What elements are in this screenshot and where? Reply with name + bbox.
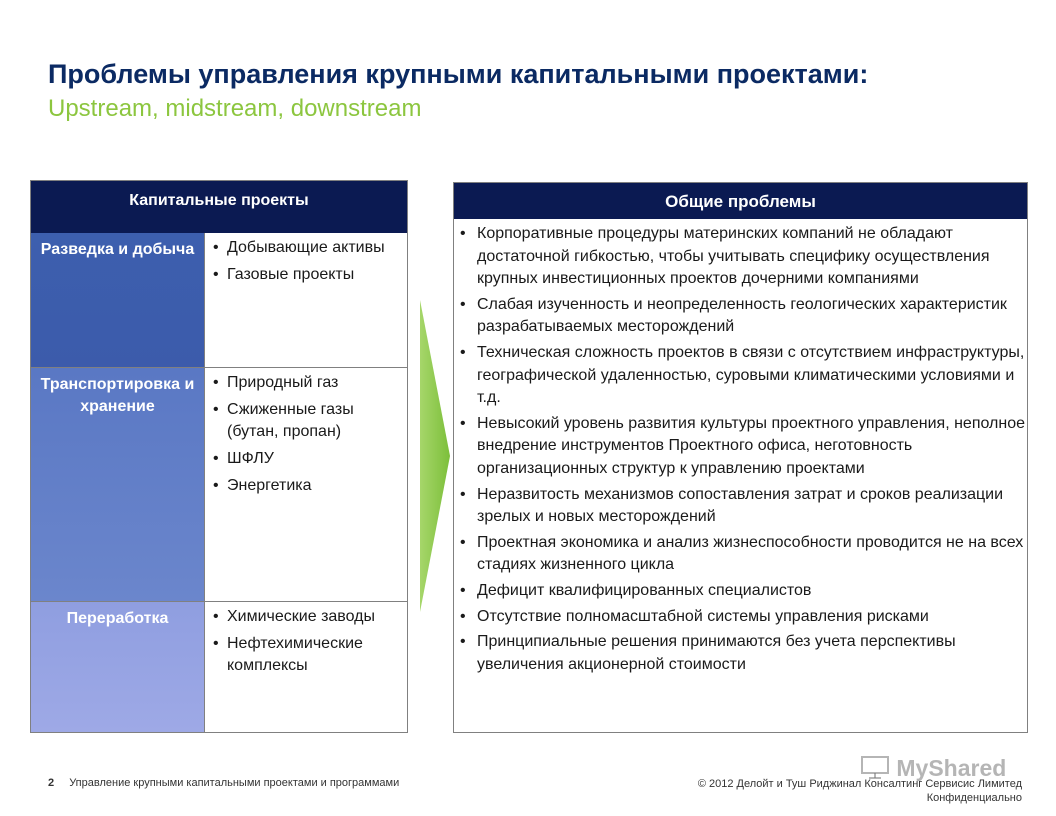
capital-projects-header: Капитальные проекты	[31, 181, 407, 233]
watermark-text: MyShared	[896, 755, 1007, 781]
list-item: • Химические заводы	[213, 606, 401, 628]
arrow-right-icon	[418, 300, 452, 612]
confidential-text: Конфиденциально	[926, 792, 1022, 804]
list-item: • Добывающие активы	[213, 237, 401, 259]
category-processing-items	[204, 602, 407, 732]
page-number: 2	[48, 777, 55, 789]
list-item: • Газовые проекты	[213, 264, 401, 286]
list-item: • Невысокий уровень развития культуры проектного управления, неполное внедрение инструментов Проектного офиса, неготовность организационных структур к управлению проектами	[460, 413, 1026, 481]
list-item: • Техническая сложность проектов в связи с отсутствием инфраструктуры, географической удаленностью, суровыми климатическими условиями и т.д.	[460, 342, 1026, 410]
list-item: • Дефицит квалифицированных специалистов	[460, 580, 1026, 603]
capital-projects-table	[30, 180, 408, 733]
footer-caption: Управление крупными капитальными проектами и программами	[69, 777, 400, 789]
common-problems-table	[453, 182, 1028, 733]
copyright-text: © 2012 Делойт и Туш Риджинал Консалтинг Сервисис Лимитед	[697, 778, 1022, 790]
category-exploration: Разведка и добыча	[31, 233, 204, 368]
category-exploration-items	[204, 233, 407, 368]
problems-list	[460, 223, 1026, 679]
category-processing: Переработка	[31, 602, 204, 732]
list-item: • Корпоративные процедуры материнских компаний не обладают достаточной гибкостью, чтобы учитывать специфику осуществления крупных инвестиционных проектов дочерними компаниями	[460, 223, 1026, 291]
common-problems-header: Общие проблемы	[454, 183, 1027, 219]
presentation-icon	[860, 755, 890, 779]
list-item: • Проектная экономика и анализ жизнеспособности проводится не на всех стадиях жизненного цикла	[460, 532, 1026, 577]
category-transport-items	[204, 368, 407, 602]
list-item: • ШФЛУ	[213, 448, 401, 470]
list-item: • Принципиальные решения принимаются без учета перспективы увеличения акционерной стоимости	[460, 631, 1026, 676]
category-transport: Транспортировка и хранение	[31, 368, 204, 602]
list-item: • Сжиженные газы (бутан, пропан)	[213, 399, 401, 443]
list-item: • Нефтехимические комплексы	[213, 633, 401, 677]
list-item: • Природный газ	[213, 372, 401, 394]
list-item: • Отсутствие полномасштабной системы управления рисками	[460, 606, 1026, 629]
list-item: • Неразвитость механизмов сопоставления затрат и сроков реализации зрелых и новых месторождений	[460, 484, 1026, 529]
page-title: Проблемы управления крупными капитальными проектами:	[48, 59, 869, 89]
footer-left	[48, 777, 399, 789]
list-item: • Слабая изученность и неопределенность геологических характеристик разрабатываемых месторождений	[460, 294, 1026, 339]
list-item: • Энергетика	[213, 475, 401, 497]
page-subtitle: Upstream, midstream, downstream	[48, 95, 422, 122]
watermark	[860, 755, 1006, 782]
